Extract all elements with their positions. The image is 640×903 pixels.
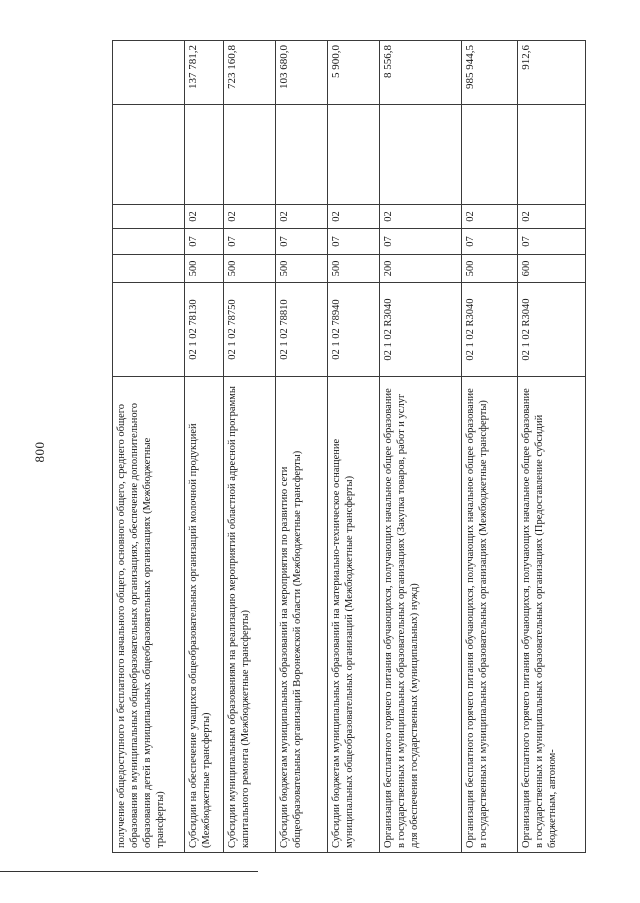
row-amount: 723 160,8: [224, 41, 276, 105]
row-code: 02 1 02 R3040: [462, 283, 518, 377]
row-col3: 02: [276, 205, 328, 229]
table-row: [380, 41, 462, 853]
row-col3: 02: [328, 205, 380, 229]
row-amount: 103 680,0: [276, 41, 328, 105]
row-col3: [113, 205, 185, 229]
row-col2: 07: [224, 229, 276, 255]
row-col1: 600: [518, 255, 586, 283]
row-code: [113, 283, 185, 377]
row-col1: 500: [276, 255, 328, 283]
row-col2: 07: [185, 229, 224, 255]
row-empty-col: [185, 105, 224, 205]
table-row: [113, 41, 185, 853]
row-name: получение общедоступного и бесплатного начального общего, основного общего, среднего общего образования в муниципальных общеобразовательных организациях, обеспечение дополнительного образования детей в муниципальных общеобразовательных организациях (Межбюджетные трансферты): [113, 377, 185, 853]
page-number: 800: [32, 441, 47, 463]
row-name: Субсидии муниципальным образованиям на реализацию мероприятий областной адресной программы капитального ремонта (Межбюджетные трансферты): [224, 377, 276, 853]
row-amount: 8 556,8: [380, 41, 462, 105]
row-name: Организация бесплатного горячего питания обучающихся, получающих начальное общее образование в государственных и муниципальных образовательных организациях (Закупка товаров, работ и услуг для обеспечения государственных (муниципальных) нужд): [380, 377, 462, 853]
row-col1: 500: [328, 255, 380, 283]
row-code: 02 1 02 78810: [276, 283, 328, 377]
row-col3: 02: [518, 205, 586, 229]
row-col1: 500: [185, 255, 224, 283]
row-col1: 200: [380, 255, 462, 283]
row-empty-col: [276, 105, 328, 205]
row-amount: [113, 41, 185, 105]
row-col2: 07: [276, 229, 328, 255]
row-empty-col: [328, 105, 380, 205]
row-amount: 137 781,2: [185, 41, 224, 105]
row-amount: 5 900,0: [328, 41, 380, 105]
row-empty-col: [518, 105, 586, 205]
row-amount: 912,6: [518, 41, 586, 105]
table-row: [328, 41, 380, 853]
bottom-rule: [0, 871, 258, 872]
row-code: 02 1 02 78940: [328, 283, 380, 377]
row-col1: 500: [462, 255, 518, 283]
row-empty-col: [113, 105, 185, 205]
budget-table: [112, 40, 586, 853]
row-name: Субсидии на обеспечение учащихся общеобразовательных организаций молочной продукцией (Межбюджетные трансферты): [185, 377, 224, 853]
rotated-page-content: [112, 41, 585, 853]
table-row: [462, 41, 518, 853]
row-col2: 07: [328, 229, 380, 255]
row-col2: 07: [518, 229, 586, 255]
table-row: [185, 41, 224, 853]
row-col1: [113, 255, 185, 283]
row-code: 02 1 02 R3040: [380, 283, 462, 377]
row-code: 02 1 02 78750: [224, 283, 276, 377]
table-row: [518, 41, 586, 853]
row-col2: 07: [380, 229, 462, 255]
row-empty-col: [462, 105, 518, 205]
row-name: Субсидии бюджетам муниципальных образований на мероприятия по развитию сети общеобразовательных организаций Воронежской области (Межбюджетные трансферты): [276, 377, 328, 853]
row-col3: 02: [185, 205, 224, 229]
row-col3: 02: [224, 205, 276, 229]
row-code: 02 1 02 78130: [185, 283, 224, 377]
table-body: [113, 41, 586, 853]
table-row: [224, 41, 276, 853]
row-code: 02 1 02 R3040: [518, 283, 586, 377]
row-col3: 02: [462, 205, 518, 229]
row-name: Субсидии бюджетам муниципальных образований на материально-техническое оснащение муниципальных общеобразовательных организаций (Межбюджетные трансферты): [328, 377, 380, 853]
table-row: [276, 41, 328, 853]
row-empty-col: [224, 105, 276, 205]
row-amount: 985 944,5: [462, 41, 518, 105]
row-col1: 500: [224, 255, 276, 283]
row-name: Организация бесплатного горячего питания обучающихся, получающих начальное общее образование в государственных и муниципальных образовательных организациях (Предоставление субсидий бюджетным, автоном-: [518, 377, 586, 853]
row-name: Организация бесплатного горячего питания обучающихся, получающих начальное общее образование в государственных и муниципальных образовательных организациях (Межбюджетные трансферты): [462, 377, 518, 853]
row-empty-col: [380, 105, 462, 205]
row-col2: 07: [462, 229, 518, 255]
row-col3: 02: [380, 205, 462, 229]
row-col2: [113, 229, 185, 255]
